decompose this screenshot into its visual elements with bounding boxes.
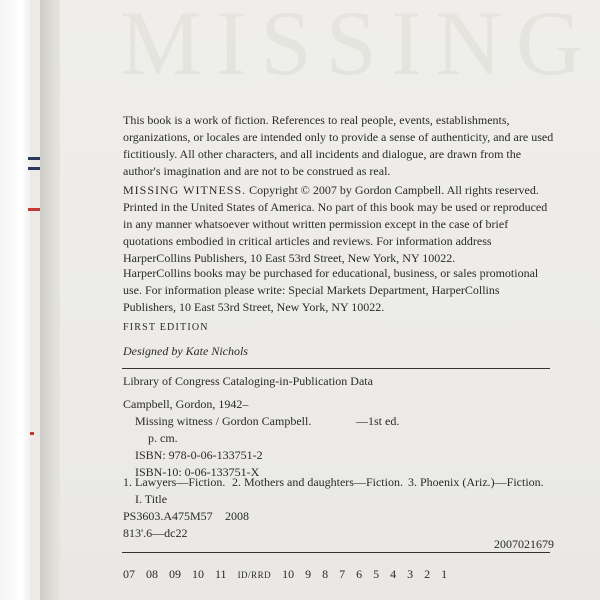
cip-subject: 3. Phoenix (Ariz.)—Fiction. [408,475,544,489]
impression-numbers: 10 9 8 7 6 5 4 3 2 1 [282,567,448,581]
cip-dewey: 813'.6—dc22 [123,526,188,540]
cip-edition: —1st ed. [356,414,400,428]
copyright-notice [123,182,555,267]
cip-isbn10: ISBN-10: 0-06-133751-X [135,465,260,479]
cip-subject: 2. Mothers and daughters—Fiction. [232,475,403,489]
edition-label: FIRST EDITION [123,322,209,333]
show-through-title: MISSING [120,0,597,94]
copyright-text: Copyright © 2007 by Gordon Campbell. All rights reserved. Printed in the United States of America. No part of this book may be used or reproduced in any manner whatsoever without written permission except in the case of brief quotations embodied in critical articles and reviews. For information address HarperCollins Publishers, 10 East 53rd Street, New York, NY 10022. [123,183,548,265]
fiction-notice: This book is a work of fiction. References to real people, events, establishments, organizations, or locales are intended only to provide a sense of authenticity, and are used fictitiously. All other characters, and all incidents and dialogue, are drawn from the author's imagination and are not to be construed as real. [123,113,554,178]
designer-credit: Designed by Kate Nichols [123,344,248,358]
cip-heading: Library of Congress Cataloging-in-Publication Data [123,374,373,388]
cip-title-entry: I. Title [135,492,168,506]
cip-lccn: 2007021679 [494,537,554,551]
print-line [123,567,447,582]
cip-subject: 1. Lawyers—Fiction. [123,475,226,489]
cip-author: Campbell, Gordon, 1942– [123,397,249,411]
spine-mark-navy [28,167,40,170]
spine-mark-red [30,432,34,435]
purchase-notice: HarperCollins books may be purchased for educational, business, or sales promotional use. For information please write: Special Markets Department, HarperCollins Publishers, 10 East 53rd Street, New York, NY 10022. [123,266,539,314]
printer-code: ID/RRD [237,570,272,580]
cip-isbn13: ISBN: 978-0-06-133751-2 [135,448,263,462]
backdrop [0,0,30,600]
print-years: 07 08 09 10 11 [123,567,227,581]
cip-year: 2008 [225,509,249,523]
spine-mark-navy [28,157,40,160]
cip-pages: p. cm. [148,431,178,445]
spine-mark-red [28,208,40,211]
cip-title: Missing witness / Gordon Campbell. [135,414,312,428]
cip-classification: PS3603.A475M57 [123,509,213,523]
divider [122,368,550,369]
divider [122,552,550,553]
copyright-book-title: MISSING WITNESS. [123,183,247,197]
